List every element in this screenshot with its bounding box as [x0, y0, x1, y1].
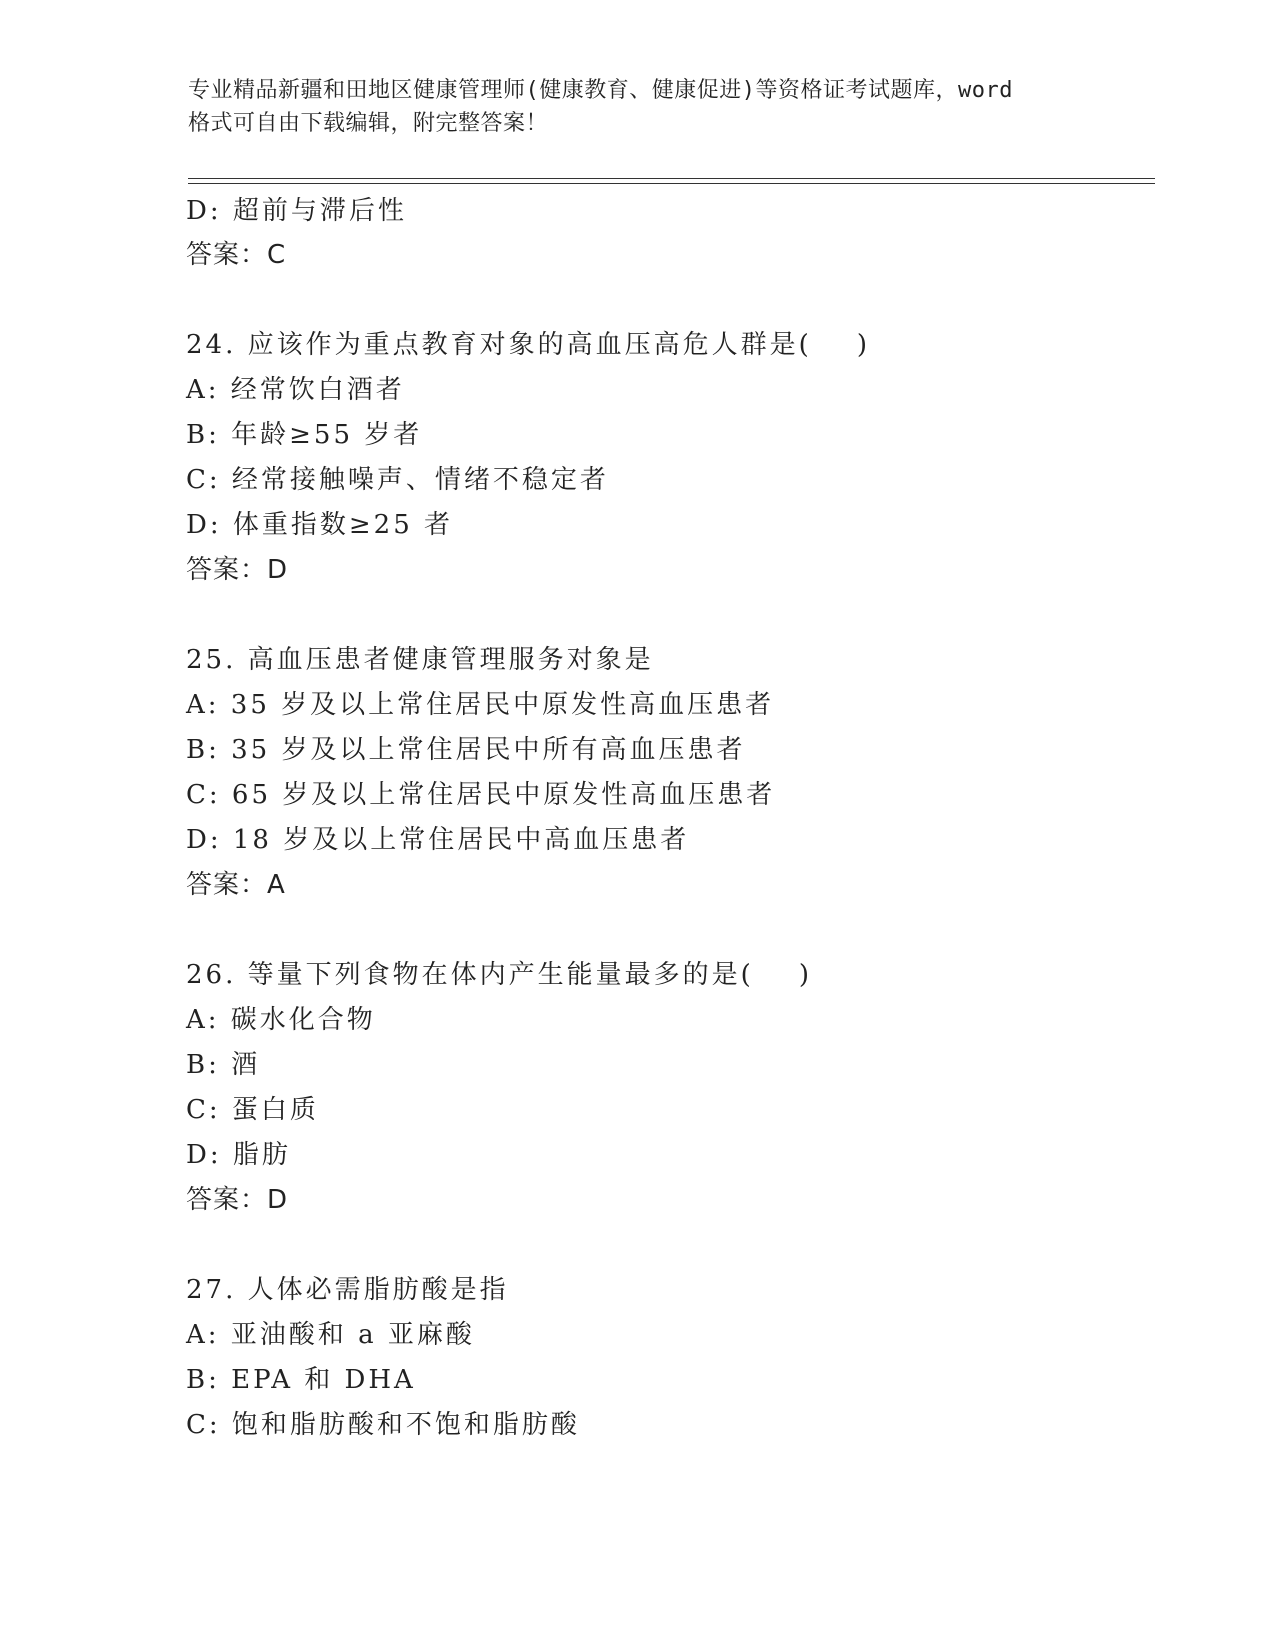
- q24-option-a: A: 经常饮白酒者: [186, 375, 405, 405]
- q26-option-d: D: 脂肪: [186, 1140, 291, 1170]
- q25-option-a: A: 35 岁及以上常住居民中原发性高血压患者: [186, 690, 775, 720]
- header-divider-bottom: [188, 183, 1155, 184]
- header-line-1: 专业精品新疆和田地区健康管理师(健康教育、健康促进)等资格证考试题库，word: [188, 78, 1013, 103]
- q26-option-a: A: 碳水化合物: [186, 1005, 376, 1035]
- prev-answer: 答案：C: [186, 240, 287, 270]
- header-line-2: 格式可自由下载编辑，附完整答案！: [188, 111, 549, 136]
- q25-option-b: B: 35 岁及以上常住居民中所有高血压患者: [186, 735, 746, 765]
- q25-question: 25. 高血压患者健康管理服务对象是: [186, 645, 654, 675]
- q25-option-d: D: 18 岁及以上常住居民中高血压患者: [186, 825, 690, 855]
- q26-option-c: C: 蛋白质: [186, 1095, 319, 1125]
- q24-option-b: B: 年龄≥55 岁者: [186, 420, 423, 450]
- prev-option-d: D: 超前与滞后性: [186, 196, 407, 226]
- q24-option-d: D: 体重指数≥25 者: [186, 510, 454, 540]
- q25-answer: 答案：A: [186, 870, 286, 900]
- q25-option-c: C: 65 岁及以上常住居民中原发性高血压患者: [186, 780, 776, 810]
- header-divider-top: [188, 178, 1155, 179]
- q24-question: 24. 应该作为重点教育对象的高血压高危人群是( ): [186, 330, 870, 360]
- q27-option-b: B: EPA 和 DHA: [186, 1365, 416, 1395]
- q24-option-c: C: 经常接触噪声、情绪不稳定者: [186, 465, 609, 495]
- q24-answer: 答案：D: [186, 555, 289, 585]
- q26-answer: 答案：D: [186, 1185, 289, 1215]
- q27-question: 27. 人体必需脂肪酸是指: [186, 1275, 509, 1305]
- q27-option-c: C: 饱和脂肪酸和不饱和脂肪酸: [186, 1410, 580, 1440]
- q26-question: 26. 等量下列食物在体内产生能量最多的是( ): [186, 960, 812, 990]
- q26-option-b: B: 酒: [186, 1050, 261, 1080]
- q27-option-a: A: 亚油酸和 a 亚麻酸: [186, 1320, 475, 1350]
- document-header: [188, 74, 1088, 140]
